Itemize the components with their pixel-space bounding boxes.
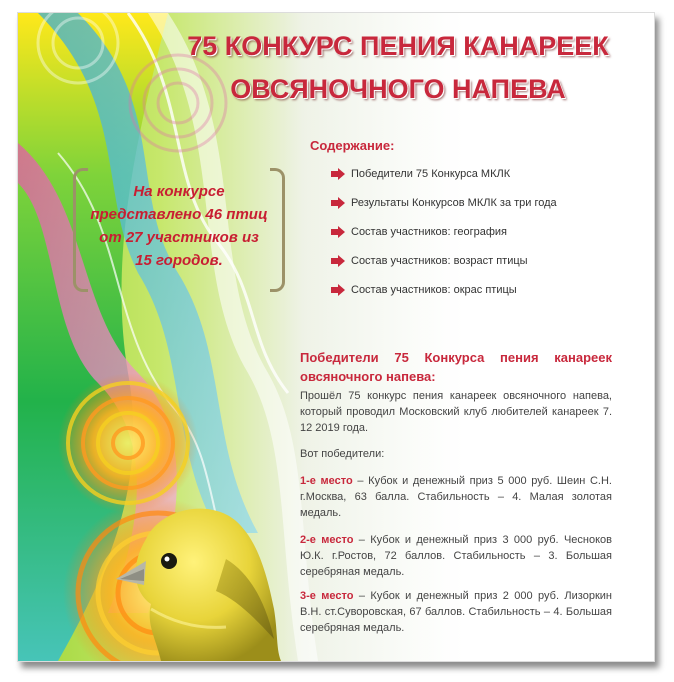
contents-item-bird-color[interactable] xyxy=(331,283,557,312)
contents-item-label: Результаты Конкурсов МКЛК за три года xyxy=(351,197,557,209)
contents-item-winners[interactable] xyxy=(331,167,557,196)
red-arrow-icon xyxy=(331,284,345,296)
canary-bird xyxy=(106,499,281,661)
flyer-page xyxy=(17,12,655,662)
contents-item-label: Состав участников: география xyxy=(351,226,508,238)
place-3 xyxy=(300,588,612,636)
place-1 xyxy=(300,473,612,521)
contents-item-label: Победители 75 Конкурса МКЛК xyxy=(351,168,511,180)
contents-heading: Содержание: xyxy=(310,138,395,153)
contents-item-results[interactable] xyxy=(331,196,557,225)
place-1-label: 1-е место xyxy=(300,475,353,487)
place-3-text: – Кубок и денежный приз 2 000 руб. Лизоркин В.Н. ст.Суворовская, 67 баллов. Стабильность – 4. Большая серебряная медаль. xyxy=(300,590,612,634)
participants-note-box xyxy=(73,168,285,286)
title-line-1: 75 КОНКУРС ПЕНИЯ КАНАРЕЕК xyxy=(187,31,609,61)
place-3-label: 3-е место xyxy=(300,590,354,602)
place-1-text: – Кубок и денежный приз 5 000 руб. Шеин С.Н. г.Москва, 63 балла. Стабильность – 4. Малая золотая медаль. xyxy=(300,475,612,519)
winners-heading xyxy=(300,348,612,386)
winners-intro: Прошёл 75 конкурс пения канареек овсяночного напева, который проводил Московский клуб любителей канареек 7. 12 2019 года. xyxy=(300,390,612,434)
contents-item-geography[interactable] xyxy=(331,225,557,254)
place-2 xyxy=(300,532,612,580)
place-2-label: 2-е место xyxy=(300,534,354,546)
title-line-2: ОВСЯНОЧНОГО НАПЕВА xyxy=(230,74,566,104)
red-arrow-icon xyxy=(331,197,345,209)
page-title xyxy=(158,25,638,111)
winners-heading-line-1: Победители 75 Конкурса пения канареек xyxy=(300,350,612,365)
contents-item-label: Состав участников: окрас птицы xyxy=(351,284,517,296)
winners-lead: Вот победители: xyxy=(300,448,385,460)
place-2-text: – Кубок и денежный приз 3 000 руб. Чесноков Ю.К. г.Ростов, 72 баллов. Стабильность – 3. Большая серебряная медаль. xyxy=(300,534,612,578)
left-bracket xyxy=(73,168,88,292)
contents-item-bird-age[interactable] xyxy=(331,254,557,283)
contents-list xyxy=(331,167,557,312)
right-bracket xyxy=(270,168,285,292)
contents-item-label: Состав участников: возраст птицы xyxy=(351,255,528,267)
red-arrow-icon xyxy=(331,255,345,267)
winners-heading-line-2: овсяночного напева: xyxy=(300,369,436,384)
participants-note: На конкурсе представлено 46 птиц от 27 участников из 15 городов. xyxy=(90,183,268,269)
red-arrow-icon xyxy=(331,168,345,180)
red-arrow-icon xyxy=(331,226,345,238)
